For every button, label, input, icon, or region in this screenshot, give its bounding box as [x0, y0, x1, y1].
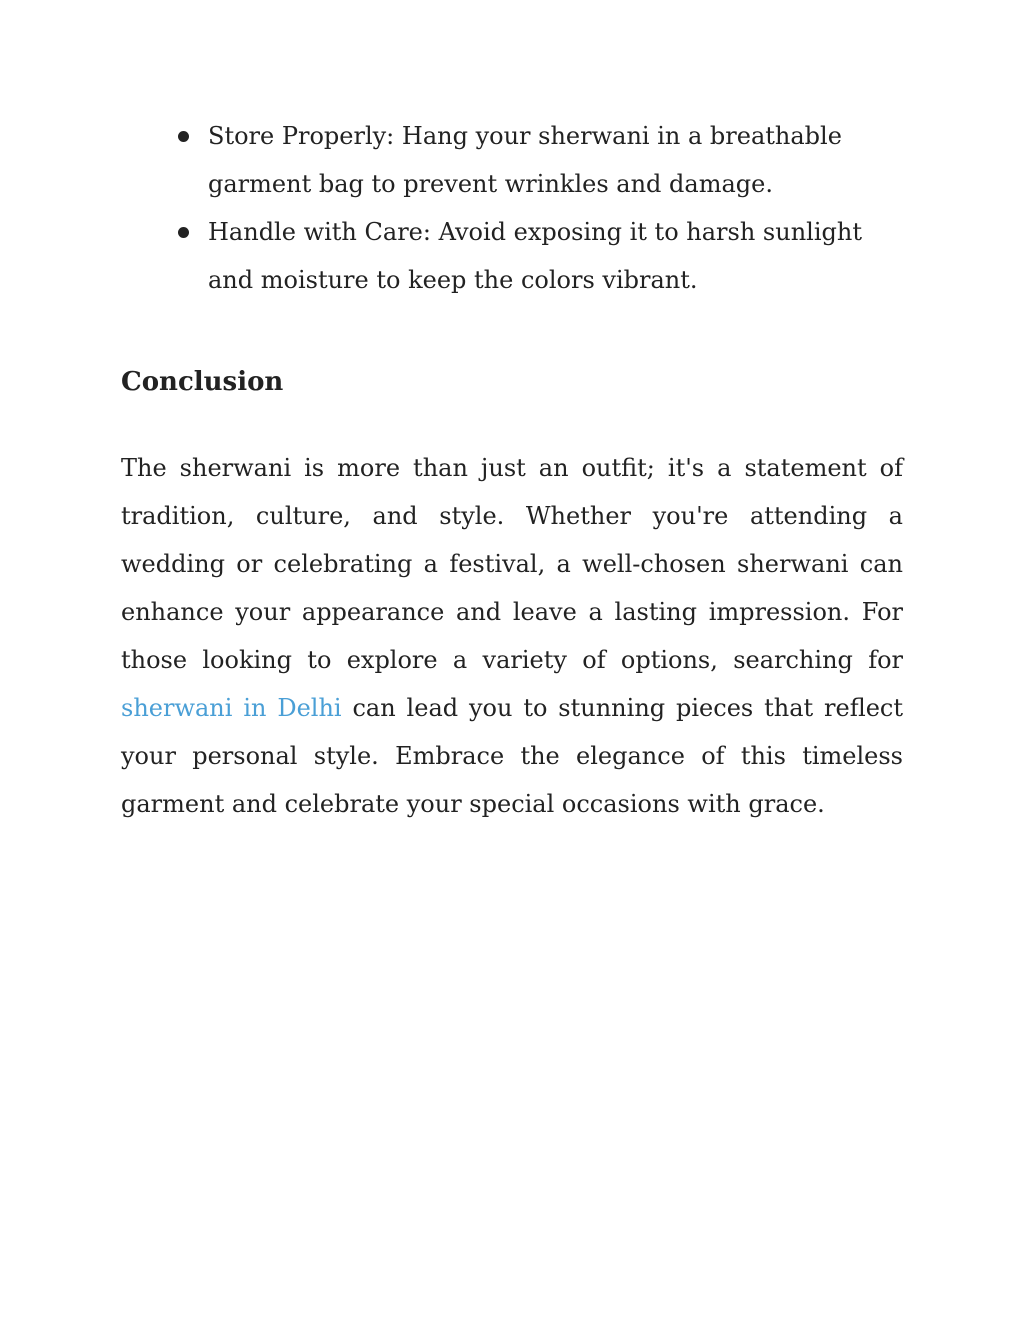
list-item-text: Store Properly: Hang your sherwani in a breathable garment bag to prevent wrinkles and damage. — [208, 122, 842, 198]
paragraph-text: can lead you to stunning pieces that reflect your personal style. Embrace the elegance of this timeless garment and celebrate your special occasions with grace. — [121, 694, 904, 818]
list-item — [170, 112, 910, 208]
conclusion-heading: Conclusion — [121, 367, 284, 397]
list-item-text: Handle with Care: Avoid exposing it to harsh sunlight and moisture to keep the colors vibrant. — [208, 218, 862, 294]
paragraph-text: The sherwani is more than just an outfit; it's a statement of tradition, culture, and style. Whether you're attending a wedding or celebrating a festival, a well-chosen sherwani can enhance your appearance and leave a lasting impression. For those looking to explore a variety of options, searching for — [121, 454, 903, 674]
bullet-icon — [178, 131, 189, 142]
sherwani-in-delhi-link[interactable]: sherwani in Delhi — [121, 694, 342, 722]
list-item — [170, 208, 910, 304]
conclusion-paragraph — [121, 444, 903, 828]
care-tips-list — [170, 112, 910, 304]
bullet-icon — [178, 227, 189, 238]
